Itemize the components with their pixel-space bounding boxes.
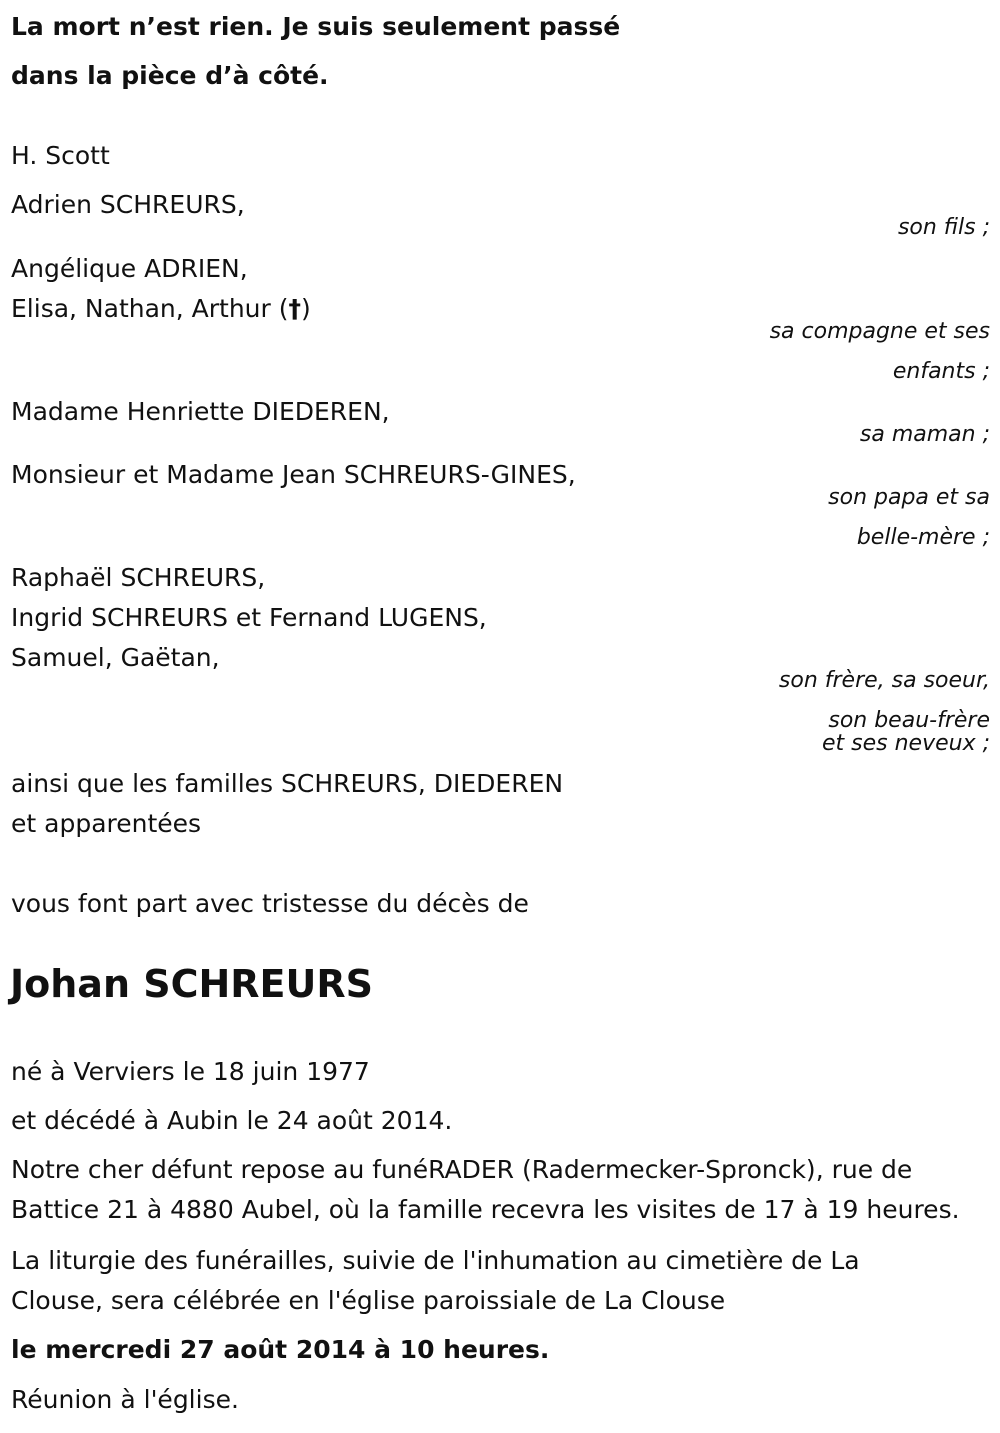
quote-line-1: La mort n’est rien. Je suis seulement passé (11, 12, 621, 41)
mother-name: Madame Henriette DIEDEREN, (11, 397, 390, 426)
liturgy-line-2: Clouse, sera célébrée en l'église paroissiale de La Clouse (11, 1286, 726, 1315)
sibling-2: Ingrid SCHREURS et Fernand LUGENS, (11, 603, 487, 632)
son-relation: son fils ; (897, 215, 990, 240)
partner-name: Angélique ADRIEN, (11, 254, 248, 283)
cross-icon: † (288, 294, 302, 323)
meeting-note: Réunion à l'église. (11, 1385, 239, 1414)
partner-relation-1: sa compagne et ses (769, 319, 990, 344)
partner-relation-2: enfants ; (892, 359, 990, 384)
sibling-1: Raphaël SCHREURS, (11, 563, 266, 592)
sibling-relation-1: son frère, sa soeur, (778, 668, 990, 693)
partner-children-names: Elisa, Nathan, Arthur ( (11, 294, 289, 323)
sibling-relation-3: et ses neveux ; (821, 731, 990, 756)
extended-family-1: ainsi que les familles SCHREURS, DIEDEREN (11, 769, 564, 798)
partner-children (11, 296, 311, 321)
son-name: Adrien SCHREURS, (11, 190, 245, 219)
extended-family-2: et apparentées (11, 809, 202, 838)
sibling-relation-2: son beau-frère (828, 708, 990, 733)
rest-line-1: Notre cher défunt repose au funéRADER (Radermecker-Spronck), rue de (11, 1155, 913, 1184)
death-line: et décédé à Aubin le 24 août 2014. (11, 1106, 453, 1135)
mother-relation: sa maman ; (859, 422, 990, 447)
announcement: vous font part avec tristesse du décès de (11, 889, 529, 918)
father-name: Monsieur et Madame Jean SCHREURS-GINES, (11, 460, 576, 489)
sibling-3: Samuel, Gaëtan, (11, 643, 220, 672)
liturgy-line-1: La liturgie des funérailles, suivie de l'inhumation au cimetière de La (11, 1246, 860, 1275)
partner-children-close: ) (301, 294, 311, 323)
father-relation-1: son papa et sa (828, 485, 990, 510)
funeral-date: le mercredi 27 août 2014 à 10 heures. (11, 1335, 550, 1364)
deceased-name: Johan SCHREURS (10, 962, 373, 1006)
father-relation-2: belle-mère ; (856, 525, 990, 550)
quote-author: H. Scott (11, 141, 110, 170)
birth-line: né à Verviers le 18 juin 1977 (11, 1057, 370, 1086)
quote-line-2: dans la pièce d’à côté. (11, 61, 329, 90)
rest-line-2: Battice 21 à 4880 Aubel, où la famille recevra les visites de 17 à 19 heures. (11, 1195, 960, 1224)
